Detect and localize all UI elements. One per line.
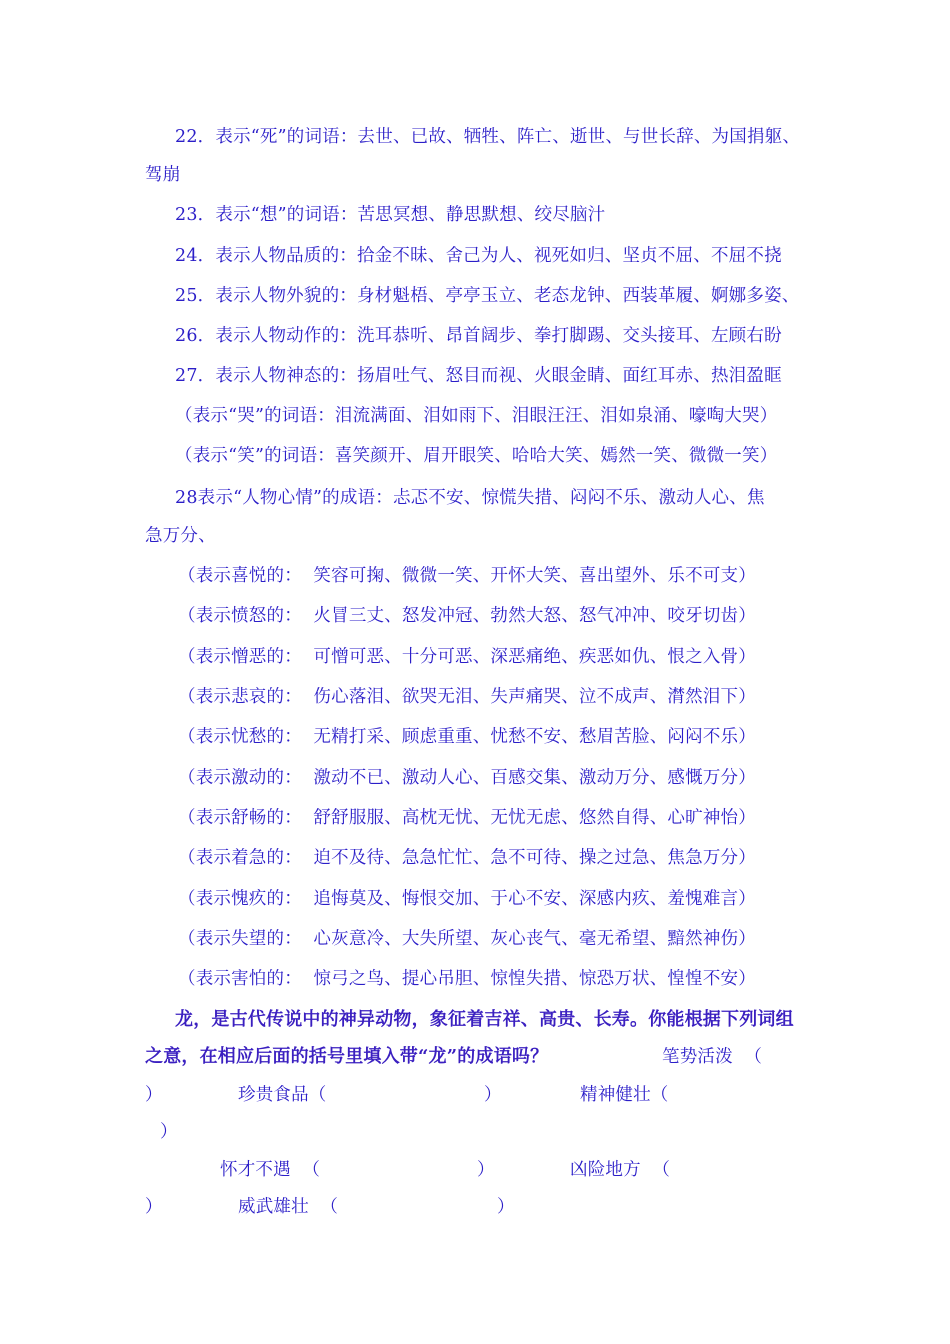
dragon-q1-label: 笔势活泼 （ (662, 1047, 763, 1067)
cry-words: （表示“哭”的词语：泪流满面、泪如雨下、泪眼汪汪、泪如泉涌、嚎啕大哭） (175, 406, 778, 426)
emotion-worry: （表示忧愁的： 无精打采、顾虑重重、忧愁不安、愁眉苦脸、闷闷不乐） (178, 727, 756, 747)
item-27: 27．表示人物神态的：扬眉吐气、怒目而视、火眼金睛、面红耳赤、热泪盈眶 (175, 366, 782, 386)
dragon-intro-line1: 龙，是古代传说中的神异动物，象征着吉祥、高贵、长寿。你能根据下列词组 (175, 1009, 794, 1030)
emotion-anxious: （表示着急的： 迫不及待、急急忙忙、急不可待、操之过急、焦急万分） (178, 848, 756, 868)
laugh-words: （表示“笑”的词语：喜笑颜开、眉开眼笑、哈哈大笑、嫣然一笑、微微一笑） (175, 446, 778, 466)
emotion-disappointment: （表示失望的： 心灰意冷、大失所望、灰心丧气、毫无希望、黯然神伤） (178, 929, 756, 949)
emotion-guilt: （表示愧疚的： 追悔莫及、悔恨交加、于心不安、深感内疚、羞愧难言） (178, 889, 756, 909)
dragon-intro-line2: 之意，在相应后面的括号里填入带“龙”的成语吗？ (145, 1046, 549, 1067)
item-28-line2: 急万分、 (145, 526, 216, 546)
emotion-joy: （表示喜悦的： 笑容可掬、微微一笑、开怀大笑、喜出望外、乐不可支） (178, 566, 756, 586)
emotion-hatred: （表示憎恶的： 可憎可恶、十分可恶、深恶痛绝、疾恶如仇、恨之入骨） (178, 647, 756, 667)
item-28-line1: 28表示“人物心情”的成语：忐忑不安、惊慌失措、闷闷不乐、激动人心、焦 (175, 488, 765, 508)
dragon-q3-close: ） (160, 1122, 178, 1142)
emotion-ease: （表示舒畅的： 舒舒服服、高枕无忧、无忧无虑、悠然自得、心旷神怡） (178, 808, 756, 828)
item-22-line2: 驾崩 (145, 165, 181, 185)
emotion-excitement: （表示激动的： 激动不已、激动人心、百感交集、激动万分、感慨万分） (178, 768, 756, 788)
dragon-q6-label: 威武雄壮 （ (238, 1197, 339, 1217)
item-22-line1: 22．表示“死”的词语：去世、已故、牺牲、阵亡、逝世、与世长辞、为国捐躯、 (175, 127, 801, 147)
dragon-q4-label: 怀才不遇 （ (220, 1160, 321, 1180)
dragon-q2-label: 珍贵食品（ (238, 1085, 327, 1105)
item-23: 23．表示“想”的词语：苦思冥想、静思默想、绞尽脑汁 (175, 205, 606, 225)
item-26: 26．表示人物动作的：洗耳恭听、昂首阔步、拳打脚踢、交头接耳、左顾右盼 (175, 326, 782, 346)
dragon-q6-close: ） (497, 1197, 515, 1217)
dragon-q1-close: ） (145, 1085, 163, 1105)
dragon-q3-label: 精神健壮（ (580, 1085, 669, 1105)
dragon-q4-close: ） (477, 1160, 495, 1180)
dragon-q5-label: 凶险地方 （ (570, 1160, 671, 1180)
emotion-anger: （表示愤怒的： 火冒三丈、怒发冲冠、勃然大怒、怒气冲冲、咬牙切齿） (178, 606, 756, 626)
emotion-sorrow: （表示悲哀的： 伤心落泪、欲哭无泪、失声痛哭、泣不成声、潸然泪下） (178, 687, 756, 707)
dragon-q5-close: ） (145, 1197, 163, 1217)
emotion-fear: （表示害怕的： 惊弓之鸟、提心吊胆、惊惶失措、惊恐万状、惶惶不安） (178, 969, 756, 989)
item-24: 24．表示人物品质的：拾金不昧、舍己为人、视死如归、坚贞不屈、不屈不挠 (175, 246, 782, 266)
item-25: 25．表示人物外貌的：身材魁梧、亭亭玉立、老态龙钟、西装革履、婀娜多姿、 (175, 286, 800, 306)
dragon-q2-close: ） (484, 1085, 502, 1105)
